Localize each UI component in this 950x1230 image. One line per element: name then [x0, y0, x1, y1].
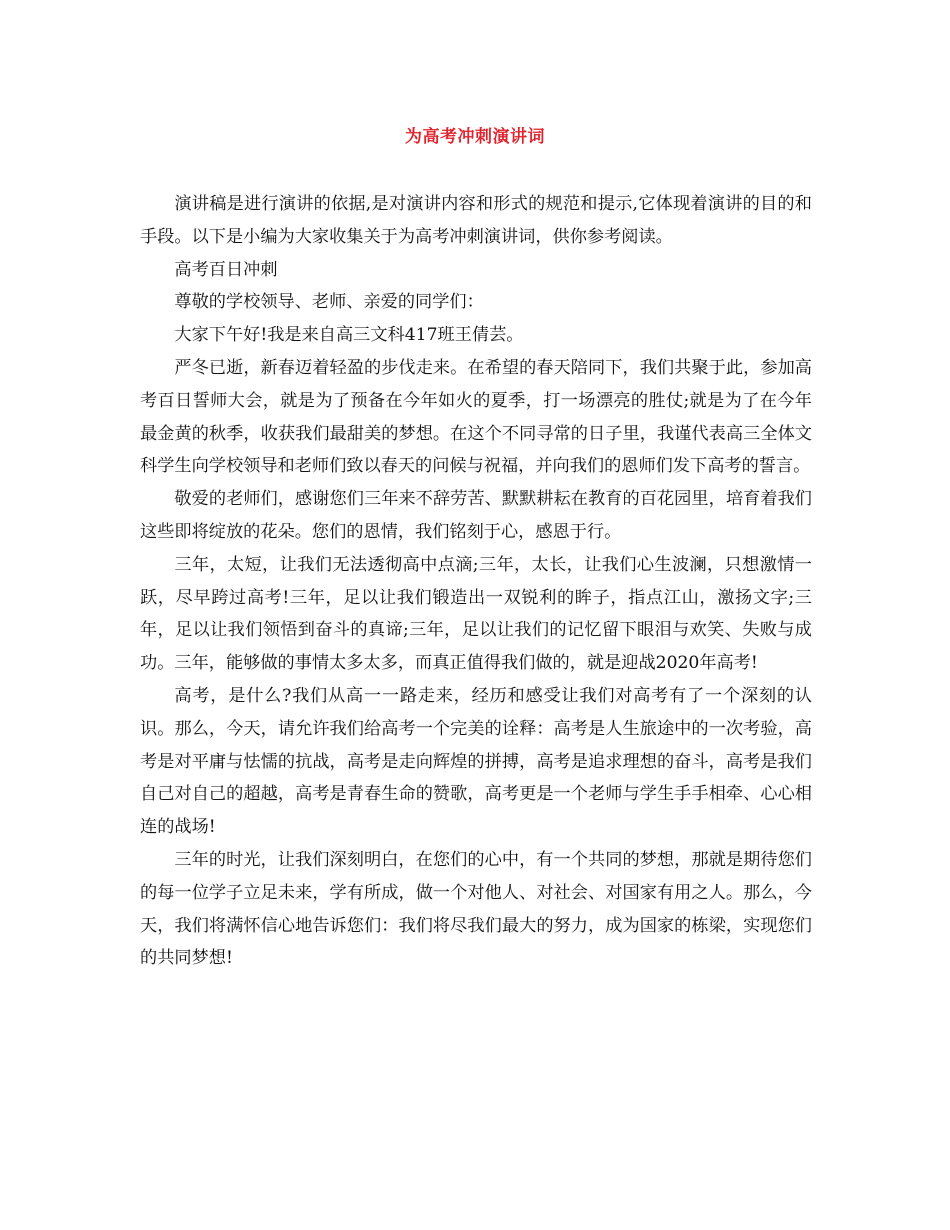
paragraph-greeting: 大家下午好!我是来自高三文科417班王倩芸。: [174, 325, 524, 346]
paragraph-body: 敬爱的老师们，感谢您们三年来不辞劳苦、默默耕耘在教育的百花园里，培育着我们这些即将绽放的花朵。您们的恩情，我们铭刻于心，感恩于行。: [140, 489, 812, 542]
paragraph-body: 三年的时光，让我们深刻明白，在您们的心中，有一个共同的梦想，那就是期待您们的每一位学子立足未来，学有所成，做一个对他人、对社会、对国家有用之人。那么，今天，我们将满怀信心地告诉您们：我们将尽我们最大的努力，成为国家的栋梁，实现您们的共同梦想!: [140, 849, 812, 969]
paragraph-salutation: 尊敬的学校领导、老师、亲爱的同学们：: [174, 292, 484, 313]
document-title: 为高考冲刺演讲词: [405, 127, 545, 147]
paragraph-body: 严冬已逝，新春迈着轻盈的步伐走来。在希望的春天陪同下，我们共聚于此，参加高考百日誓师大会，就是为了预备在今年如火的夏季，打一场漂亮的胜仗;就是为了在今年最金黄的秋季，收获我们最甜美的梦想。在这个不同寻常的日子里，我谨代表高三全体文科学生向学校领导和老师们致以春天的问候与祝福，并向我们的恩师们发下高考的誓言。: [140, 357, 812, 477]
paragraph-intro: 演讲稿是进行演讲的依据,是对演讲内容和形式的规范和提示,它体现着演讲的目的和手段。以下是小编为大家收集关于为高考冲刺演讲词，供你参考阅读。: [140, 194, 812, 247]
paragraph-body: 三年，太短，让我们无法透彻高中点滴;三年，太长，让我们心生波澜，只想激情一跃，尽早跨过高考!三年，足以让我们锻造出一双锐利的眸子，指点江山，激扬文字;三年，足以让我们领悟到奋斗的真谛;三年，足以让我们的记忆留下眼泪与欢笑、失败与成功。三年，能够做的事情太多太多，而真正值得我们做的，就是迎战2020年高考!: [140, 554, 812, 674]
document-body: [140, 188, 812, 975]
paragraph-subtitle: 高考百日冲刺: [174, 259, 278, 280]
paragraph-body: 高考，是什么?我们从高一一路走来，经历和感受让我们对高考有了一个深刻的认识。那么，今天，请允许我们给高考一个完美的诠释：高考是人生旅途中的一次考验，高考是对平庸与怯懦的抗战，高考是走向辉煌的拼搏，高考是追求理想的奋斗，高考是我们自己对自己的超越，高考是青春生命的赞歌，高考更是一个老师与学生手手相牵、心心相连的战场!: [140, 685, 812, 838]
